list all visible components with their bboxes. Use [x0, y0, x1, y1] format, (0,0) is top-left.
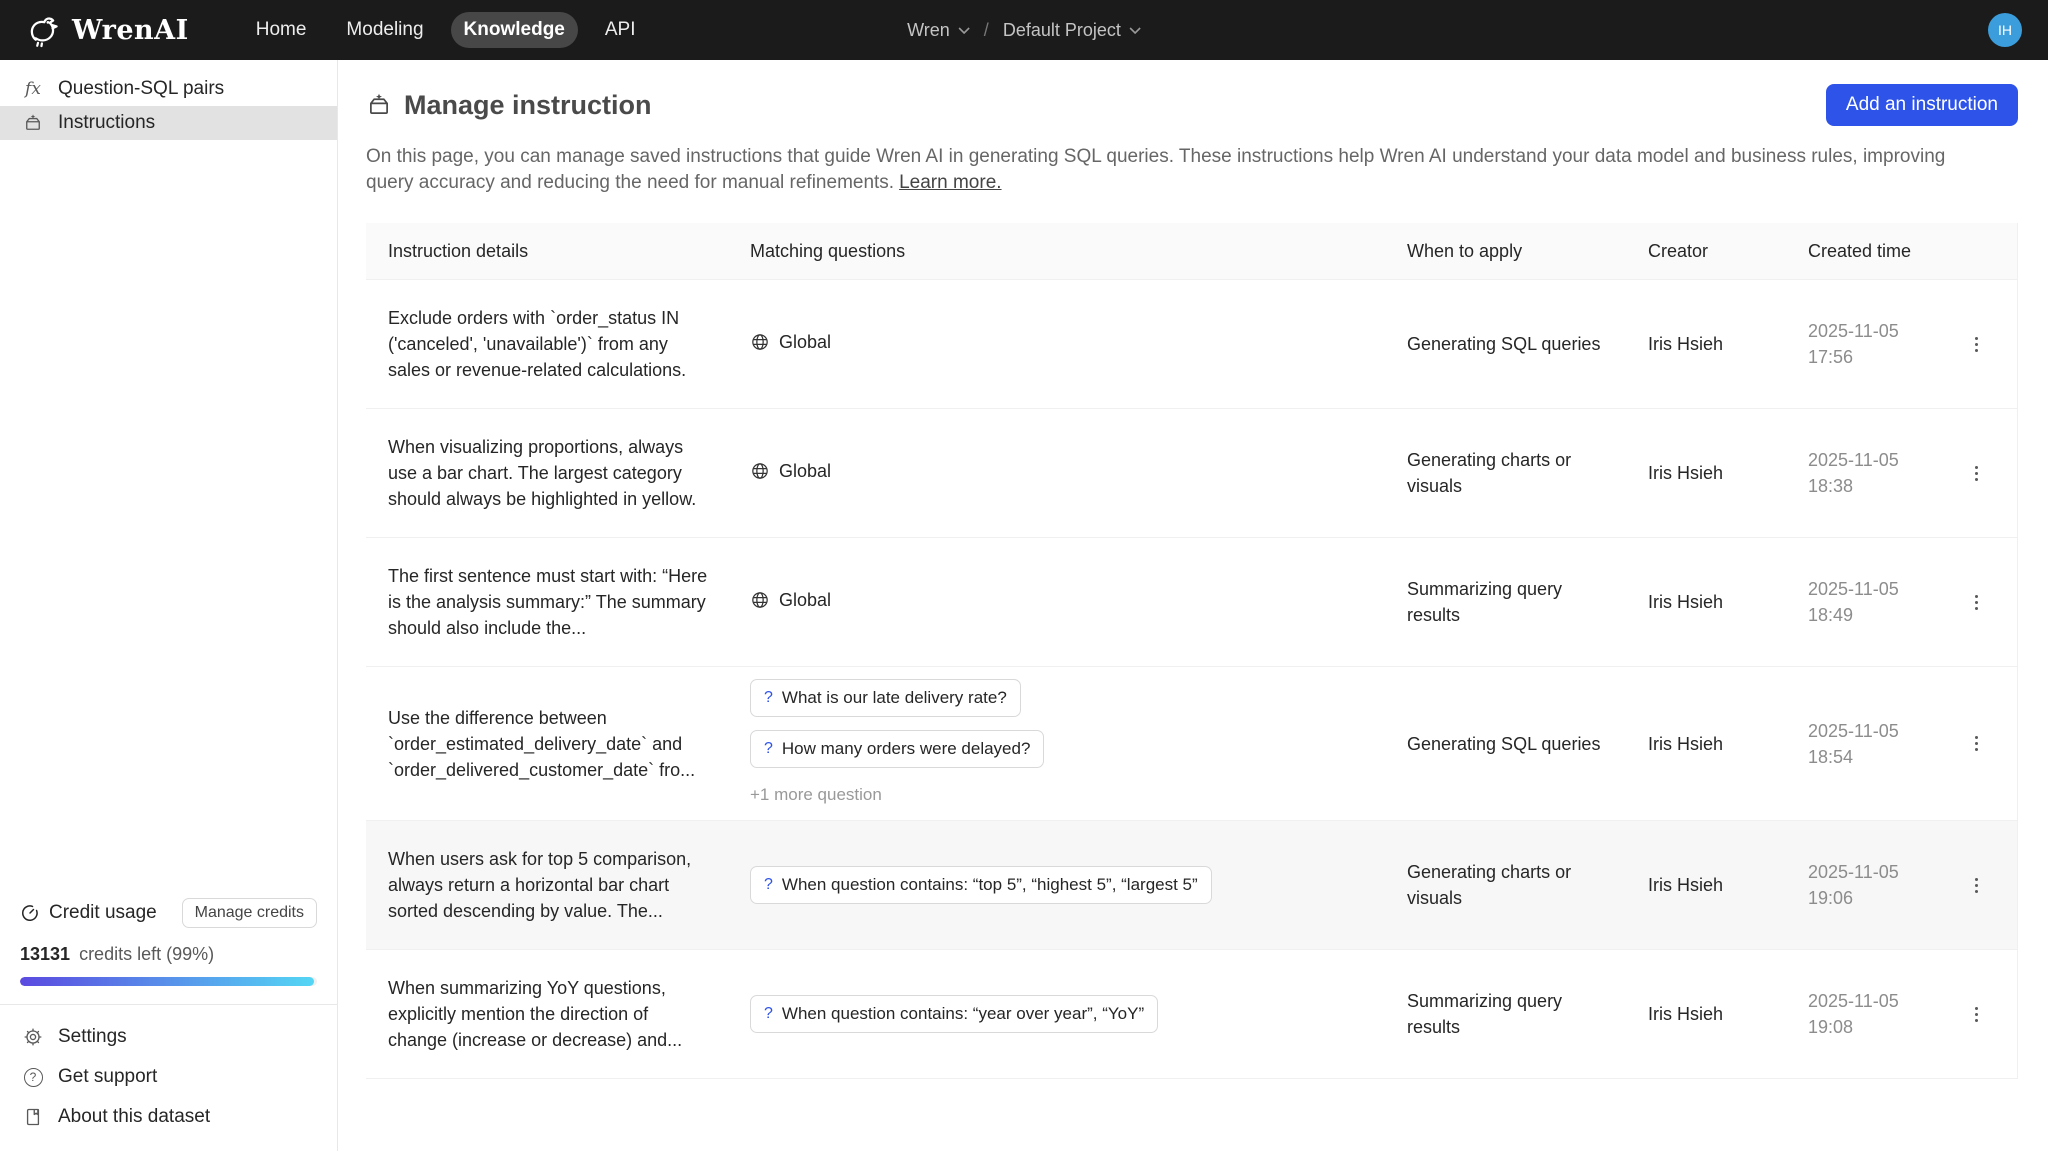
creator-cell: Iris Hsieh [1648, 463, 1724, 483]
table-row [366, 667, 2017, 821]
column-header-instruction-details: Instruction details [388, 240, 529, 261]
creator-cell: Iris Hsieh [1648, 592, 1724, 612]
instruction-details: When users ask for top 5 comparison, always return a horizontal bar chart sorted descending by value. The... [388, 849, 692, 921]
table-row [366, 409, 2017, 538]
sidebar-item-about-dataset[interactable] [0, 1097, 337, 1137]
globe-icon [750, 590, 770, 610]
main-content [338, 60, 2048, 1151]
instructions-table [366, 223, 2018, 1079]
credit-usage-icon [20, 903, 40, 923]
row-actions-menu[interactable] [1969, 331, 1984, 358]
global-scope-badge [750, 458, 831, 484]
credit-usage-title: Credit usage [49, 902, 157, 923]
creator-cell: Iris Hsieh [1648, 875, 1724, 895]
question-icon: ? [764, 689, 773, 706]
created-time-cell: 2025-11-05 19:08 [1808, 991, 1899, 1037]
sidebar-divider [0, 1004, 337, 1005]
brand[interactable] [26, 12, 189, 48]
gear-icon [22, 1027, 44, 1047]
column-header-created-time: Created time [1808, 240, 1912, 261]
sidebar-item-label: Get support [58, 1066, 158, 1087]
created-time-cell: 2025-11-05 18:49 [1808, 579, 1899, 625]
scope-label: Global [779, 590, 832, 610]
when-to-apply-cell: Generating charts or visuals [1407, 862, 1572, 908]
credits-suffix: credits left (99%) [74, 944, 215, 964]
description-text: On this page, you can manage saved instructions that guide Wren AI in generating SQL queries. These instructions help Wren AI understand your data model and business rules, improving query accuracy and reducing the need for manual refinements. [366, 146, 1946, 193]
column-header-matching-questions: Matching questions [750, 240, 906, 261]
instruction-details: The first sentence must start with: “Here is the analysis summary:” The summary should also include the... [388, 566, 708, 638]
matching-question-tag [750, 730, 1044, 768]
scope-label: Global [779, 332, 832, 352]
sidebar-item-instructions[interactable] [0, 106, 337, 140]
credits-value: 13131 [20, 944, 71, 964]
matching-questions-cell [750, 866, 1369, 904]
page-title: Manage instruction [404, 89, 652, 120]
matching-question-text: What is our late delivery rate? [781, 688, 1007, 707]
instruction-details: Exclude orders with `order_status IN ('canceled', 'unavailable')` from any sales or revenue-related calculations. [388, 308, 687, 380]
created-time-cell: 2025-11-05 18:54 [1808, 720, 1899, 767]
sidebar-item-label: Settings [58, 1026, 127, 1047]
more-questions-label: +1 more question [750, 785, 882, 804]
table-row [366, 538, 2017, 667]
globe-icon [750, 461, 770, 481]
breadcrumb [907, 20, 1141, 41]
scope-label: Global [779, 461, 832, 481]
main-nav [243, 12, 649, 48]
credit-progress-fill [20, 977, 314, 986]
table-row [366, 280, 2017, 409]
matching-question-text: When question contains: “year over year”, “YoY” [781, 1004, 1145, 1023]
when-to-apply-cell: Summarizing query results [1407, 991, 1563, 1037]
created-time-cell: 2025-11-05 19:06 [1808, 862, 1899, 908]
when-to-apply-cell: Generating SQL queries [1407, 733, 1601, 754]
sidebar-item-settings[interactable] [0, 1017, 337, 1057]
row-actions-menu[interactable] [1969, 1001, 1984, 1028]
credit-usage-section [0, 898, 337, 1004]
column-header-when-to-apply: When to apply [1407, 240, 1523, 261]
sidebar-item-label: Instructions [58, 112, 156, 133]
page-description [366, 144, 1996, 196]
nav-knowledge[interactable]: Knowledge [451, 12, 578, 48]
brand-name: WrenAI [72, 14, 189, 46]
question-icon: ? [764, 740, 773, 757]
breadcrumb-org-label: Wren [907, 19, 950, 40]
avatar[interactable]: IH [1988, 13, 2022, 47]
breadcrumb-separator: / [983, 19, 989, 40]
credit-progress-bar [20, 977, 317, 986]
matching-question-tag [750, 995, 1158, 1033]
manage-credits-button[interactable]: Manage credits [182, 898, 317, 928]
learn-more-link[interactable]: Learn more. [899, 172, 1002, 193]
created-time-cell: 2025-11-05 18:38 [1808, 450, 1899, 496]
global-scope-badge [750, 587, 831, 613]
matching-question-tag [750, 866, 1212, 904]
sidebar-bottom [0, 898, 337, 1151]
wrenai-logo-icon [26, 12, 62, 48]
row-actions-menu[interactable] [1969, 460, 1984, 487]
sidebar-item-label: Question-SQL pairs [58, 78, 225, 99]
question-icon: ? [764, 876, 773, 893]
top-navbar [0, 0, 2048, 60]
globe-icon [750, 332, 770, 352]
creator-cell: Iris Hsieh [1648, 1004, 1724, 1024]
creator-cell: Iris Hsieh [1648, 334, 1724, 354]
when-to-apply-cell: Generating charts or visuals [1407, 450, 1572, 496]
sidebar-item-question-sql-pairs[interactable] [0, 72, 337, 106]
question-icon: ? [764, 1005, 773, 1022]
matching-question-text: When question contains: “top 5”, “highest 5”, “largest 5” [781, 875, 1198, 894]
creator-cell: Iris Hsieh [1648, 733, 1724, 754]
when-to-apply-cell: Generating SQL queries [1407, 334, 1601, 354]
matching-question-text: How many orders were delayed? [781, 739, 1031, 758]
global-scope-badge [750, 329, 831, 355]
nav-api[interactable]: API [604, 19, 636, 40]
sidebar-item-label: About this dataset [58, 1106, 211, 1127]
instructions-icon [22, 113, 44, 133]
page-body [0, 60, 2048, 1151]
sidebar-nav [0, 72, 337, 140]
instruction-details: When visualizing proportions, always use a bar chart. The largest category should always be highlighted in yellow. [388, 437, 697, 509]
breadcrumb-org-selector[interactable] [907, 20, 970, 41]
help-icon: ? [22, 1068, 44, 1087]
instruction-details: When summarizing YoY questions, explicitly mention the direction of change (increase or decrease) and... [388, 978, 683, 1050]
sidebar-item-get-support[interactable] [0, 1057, 337, 1097]
matching-questions-cell [750, 679, 1369, 808]
sidebar [0, 60, 338, 1151]
column-header-creator: Creator [1648, 240, 1709, 261]
matching-question-tag [750, 679, 1021, 717]
row-actions-menu[interactable] [1969, 589, 1984, 616]
credits-left-label [20, 944, 317, 965]
breadcrumb-project-label: Default Project [1002, 19, 1121, 40]
table-row [366, 950, 2017, 1079]
breadcrumb-project-selector[interactable] [1003, 20, 1141, 41]
book-icon [22, 1107, 44, 1127]
instructions-icon [366, 92, 392, 118]
nav-home[interactable]: Home [255, 19, 307, 40]
matching-questions-cell [750, 995, 1369, 1033]
fx-icon: fx [25, 79, 41, 99]
when-to-apply-cell: Summarizing query results [1407, 579, 1563, 625]
add-instruction-button[interactable]: Add an instruction [1826, 84, 2018, 126]
row-actions-menu[interactable] [1969, 730, 1984, 757]
nav-modeling[interactable]: Modeling [346, 19, 424, 40]
table-row [366, 821, 2017, 950]
instruction-details: Use the difference between `order_estimated_delivery_date` and `order_delivered_customer_date` fro... [388, 707, 696, 780]
row-actions-menu[interactable] [1969, 872, 1984, 899]
chevron-down-icon [1129, 27, 1141, 34]
created-time-cell: 2025-11-05 17:56 [1808, 321, 1899, 367]
chevron-down-icon [958, 27, 970, 34]
table-header [366, 223, 2017, 280]
